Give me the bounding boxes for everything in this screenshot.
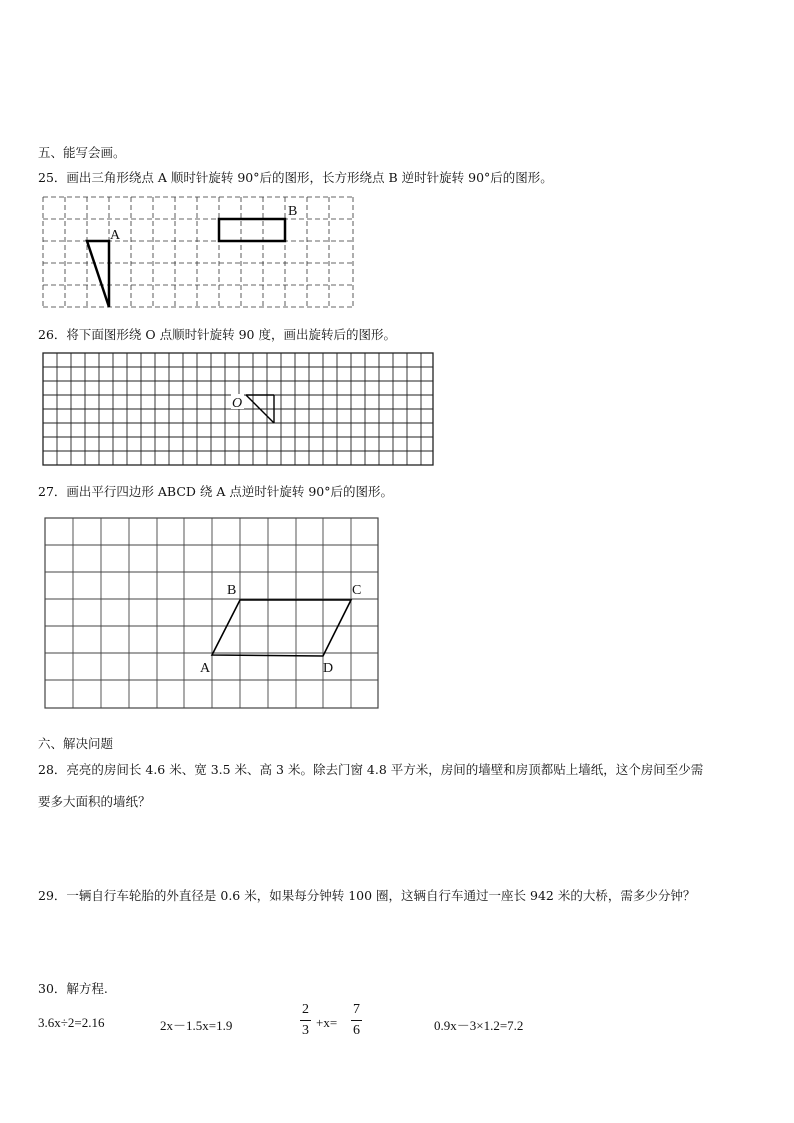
question-28-line-1: 28．亮亮的房间长 4.6 米、宽 3.5 米、高 3 米。除去门窗 4.8 平方米，房间的墙壁和房顶都贴上墙纸，这个房间至少需: [38, 762, 704, 777]
equation-1: 3.6x÷2=2.16: [38, 1015, 105, 1030]
fraction-bar: [351, 1020, 362, 1021]
point-c-label: C: [352, 583, 362, 598]
point-a-label: A: [200, 661, 211, 676]
equation-3-middle: +x=: [316, 1015, 338, 1030]
fraction-bar: [300, 1020, 311, 1021]
equation-4: 0.9x－3×1.2=7.2: [434, 1018, 524, 1033]
question-27-grid-figure: [40, 515, 390, 715]
fraction-numerator: 7: [353, 1002, 360, 1017]
point-o-label: O: [232, 396, 243, 411]
section-five-title: 五、能写会画。: [38, 145, 126, 160]
rectangle-shape: [219, 219, 285, 241]
parallelogram-abcd: [212, 600, 351, 656]
triangle-shape: [87, 241, 109, 307]
section-six-title: 六、解决问题: [38, 736, 114, 751]
question-29-text: 29．一辆自行车轮胎的外直径是 0.6 米，如果每分钟转 100 圈，这辆自行车通过一座长 942 米的大桥，需多少分钟？: [38, 888, 696, 903]
equation-2: 2x－1.5x=1.9: [160, 1018, 233, 1033]
point-b-label: B: [288, 204, 298, 219]
question-30-text: 30．解方程.: [38, 981, 108, 996]
fraction-seven-sixths: [351, 1002, 362, 1039]
equation-3: [300, 1002, 380, 1042]
question-26-grid-figure: [40, 350, 440, 470]
fraction-denominator: 3: [302, 1023, 309, 1038]
fraction-two-thirds: [300, 1002, 311, 1039]
question-25-grid-figure: [40, 194, 360, 310]
point-a-label: A: [110, 228, 121, 243]
point-d-label: D: [323, 661, 334, 676]
question-26-text: 26．将下面图形绕 O 点顺时针旋转 90 度，画出旋转后的图形。: [38, 327, 396, 342]
question-28-line-2: 要多大面积的墙纸？: [38, 794, 151, 809]
question-27-text: 27．画出平行四边形 ABCD 绕 A 点逆时针旋转 90°后的图形。: [38, 484, 393, 499]
fraction-denominator: 6: [353, 1023, 360, 1038]
point-b-label: B: [227, 583, 237, 598]
question-25-text: 25．画出三角形绕点 A 顺时针旋转 90°后的图形，长方形绕点 B 逆时针旋转 90°后的图形。: [38, 170, 553, 185]
square-grid: [45, 518, 378, 708]
fraction-numerator: 2: [302, 1002, 309, 1017]
